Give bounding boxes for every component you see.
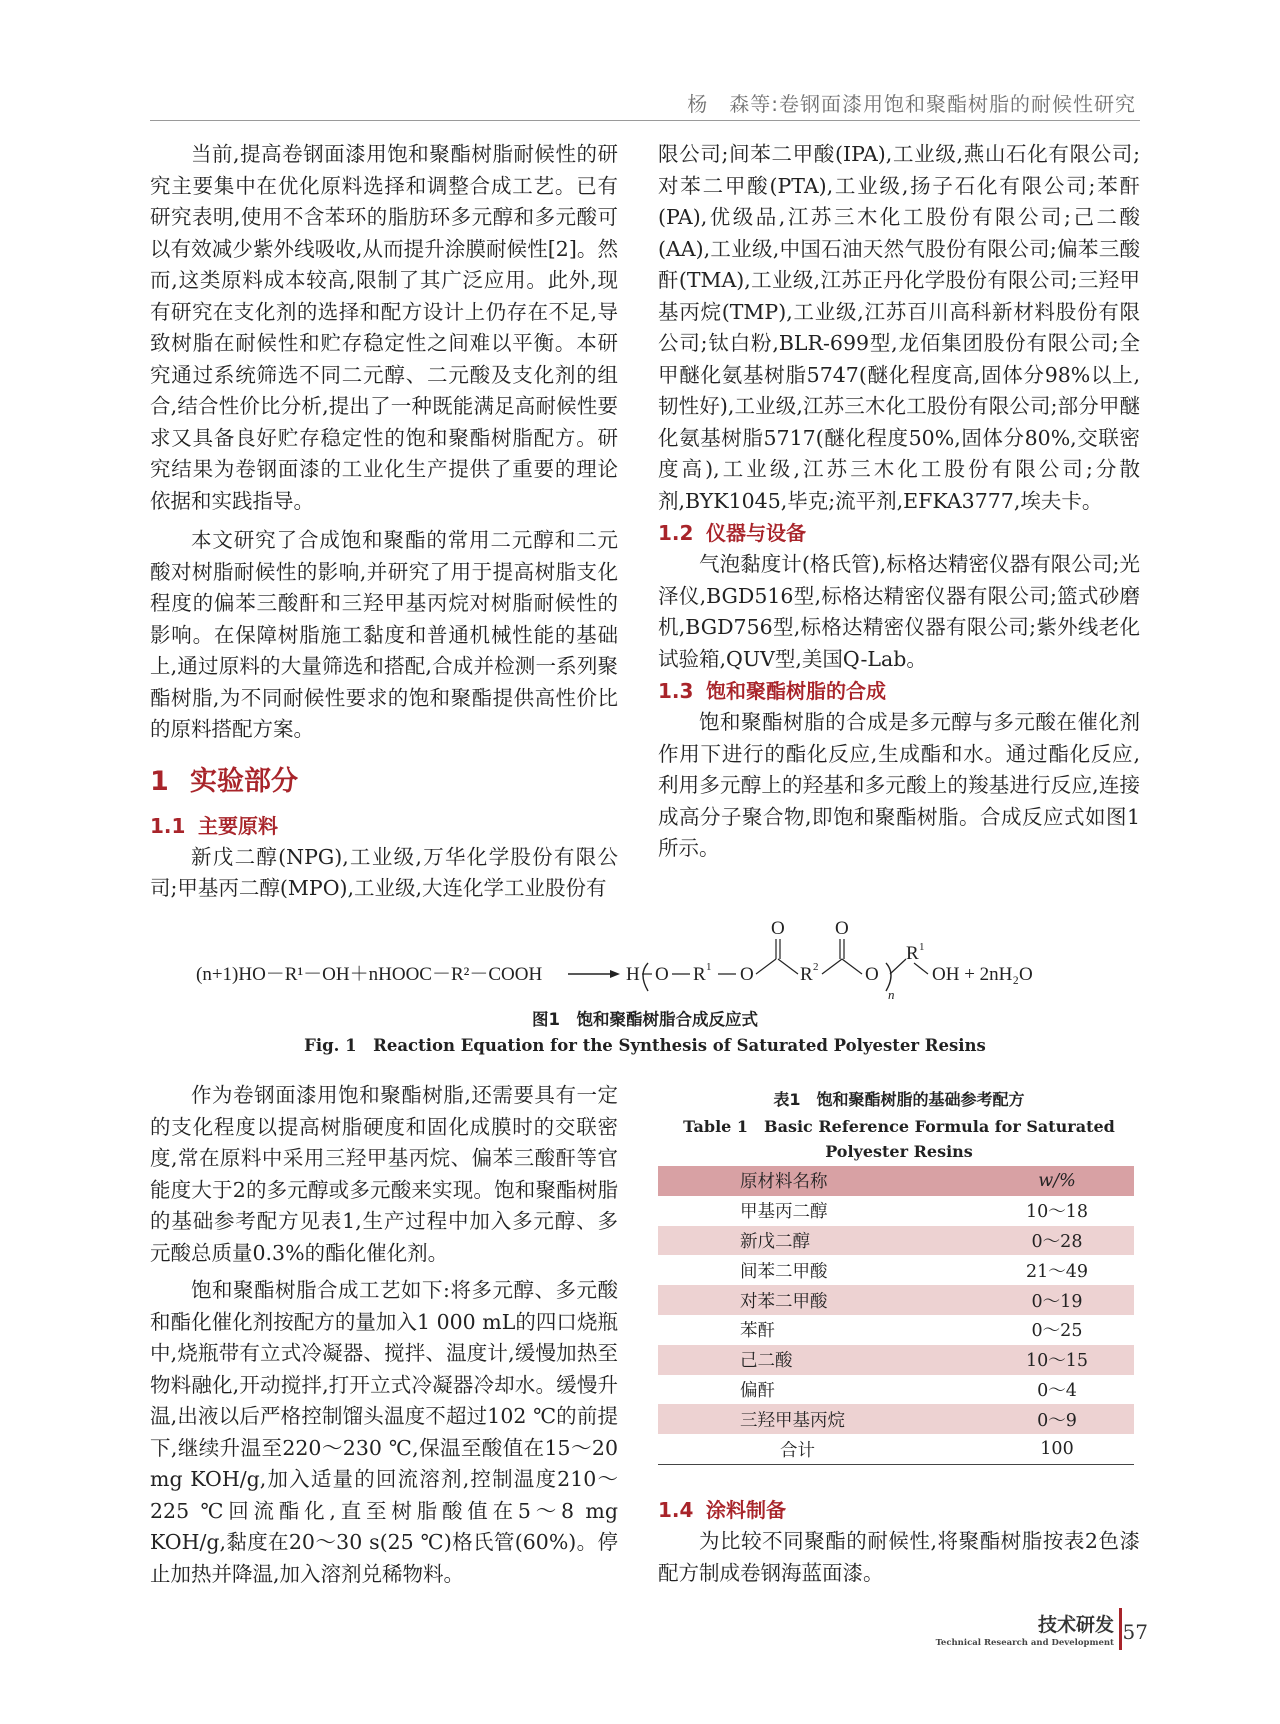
footer-section-zh: 技术研发 bbox=[1037, 1614, 1114, 1636]
paragraph: 作为卷钢面漆用饱和聚酯树脂,还需要具有一定的支化程度以提高树脂硬度和固化成膜时的交联密度,常在原料中采用三羟甲基丙烷、偏苯三酸酐等官能度大于2的多元醇或多元酸来实现。饱和聚酯树脂的基础参考配方见表1,生产过程中加入多元醇、多元酸总质量0.3%的酯化催化剂。 bbox=[150, 1083, 618, 1265]
right-column-bottom bbox=[658, 1494, 1140, 1589]
table-cell: 偏酐 bbox=[740, 1380, 775, 1401]
subsection-title: 仪器与设备 bbox=[706, 521, 806, 545]
equation-reactants: (n+1)HO－R¹－OH＋nHOOC－R²－COOH bbox=[196, 964, 543, 985]
atom-o: O bbox=[740, 964, 754, 985]
right-column-top bbox=[658, 139, 1140, 865]
table-cell: 三羟甲基丙烷 bbox=[658, 1404, 980, 1434]
paragraph: 饱和聚酯树脂的合成是多元醇与多元酸在催化剂作用下进行的酯化反应,生成酯和水。通过酯化反应,利用多元醇上的羟基和多元酸上的羧基进行反应,连接成高分子聚合物,即饱和聚酯树脂。合成反应式如图1所示。 bbox=[658, 710, 1140, 860]
repeat-subscript: n bbox=[888, 987, 895, 1002]
table-header-row bbox=[658, 1166, 1134, 1196]
subsection-number: 1.4 bbox=[658, 1498, 694, 1522]
left-column-top bbox=[150, 139, 618, 905]
running-title: 杨 森等:卷钢面漆用饱和聚酯树脂的耐候性研究 bbox=[687, 92, 1136, 116]
table-row bbox=[658, 1285, 1134, 1315]
equation-products: OH + 2nH₂O bbox=[932, 964, 1033, 985]
table-cell: 0～28 bbox=[980, 1226, 1134, 1256]
section-heading bbox=[150, 754, 618, 810]
table-cell: 0～19 bbox=[980, 1285, 1134, 1315]
page-footer bbox=[935, 1608, 1148, 1668]
table-cell: 0～9 bbox=[980, 1404, 1134, 1434]
paragraph: 限公司;间苯二甲酸(IPA),工业级,燕山石化有限公司;对苯二甲酸(PTA),工业级,扬子石化有限公司;苯酐(PA),优级品,江苏三木化工股份有限公司;己二酸(AA),工业级,中国石油天然气股份有限公司;偏苯三酸酐(TMA),工业级,江苏正丹化学股份有限公司;三羟甲基丙烷(TMP),工业级,江苏百川高科新材料股份有限公司;钛白粉,BLR-699型,龙佰集团股份有限公司;全甲醚化氨基树脂5747(醚化程度高,固体分98%以上,韧性好),工业级,江苏三木化工股份有限公司;部分甲醚化氨基树脂5717(醚化程度50%,固体分80%,交联密度高),工业级,江苏三木化工股份有限公司;分散剂,BYK1045,毕克;流平剂,EFKA3777,埃夫卡。 bbox=[658, 142, 1140, 513]
paragraph: 为比较不同聚酯的耐候性,将聚酯树脂按表2色漆配方制成卷钢海蓝面漆。 bbox=[658, 1529, 1140, 1585]
atom-o: O bbox=[865, 964, 879, 985]
bond bbox=[842, 959, 862, 974]
section-number: 1 bbox=[150, 765, 169, 797]
bond bbox=[778, 959, 798, 974]
end-r1-superscript: 1 bbox=[919, 941, 925, 953]
bond bbox=[890, 959, 906, 974]
table-cell: 21～49 bbox=[1025, 1261, 1089, 1282]
reaction-equation bbox=[150, 915, 1140, 1005]
paragraph: 本文研究了合成饱和聚酯的常用二元醇和二元酸对树脂耐候性的影响,并研究了用于提高树脂支化程度的偏苯三酸酐和三羟甲基丙烷对树脂耐候性的影响。在保障树脂施工黏度和普通机械性能的基础上,通过原料的大量筛选和搭配,合成并检测一系列聚酯树脂,为不同耐候性要求的饱和聚酯提供高性价比的原料搭配方案。 bbox=[150, 528, 618, 741]
subsection-heading bbox=[658, 675, 1140, 707]
r1-superscript: 1 bbox=[706, 961, 712, 973]
table-row bbox=[658, 1255, 1134, 1285]
subsection-heading bbox=[150, 810, 618, 842]
table-caption-en: Table 1 Basic Reference Formula for Saturated Polyester Resins bbox=[683, 1117, 1115, 1161]
left-bracket bbox=[643, 963, 648, 991]
running-header bbox=[150, 84, 1140, 121]
paragraph: 当前,提高卷钢面漆用饱和聚酯树脂耐候性的研究主要集中在优化原料选择和调整合成工艺。已有研究表明,使用不含苯环的脂肪环多元醇和多元酸可以有效减少紫外线吸收,从而提升涂膜耐候性[2]。然而,这类原料成本较高,限制了其广泛应用。此外,现有研究在支化剂的选择和配方设计上仍存在不足,导致树脂在耐候性和贮存稳定性之间难以平衡。本研究通过系统筛选不同二元醇、二元酸及支化剂的组合,结合性价比分析,提出了一种既能满足高耐候性要求又具备良好贮存稳定性的饱和聚酯树脂配方。研究结果为卷钢面漆的工业化生产提供了重要的理论依据和实践指导。 bbox=[150, 142, 618, 513]
bond bbox=[914, 963, 928, 974]
table-cell: 10～18 bbox=[1025, 1202, 1089, 1223]
table-cell: 0～25 bbox=[1031, 1321, 1083, 1342]
r2-superscript: 2 bbox=[813, 961, 819, 973]
table-cell: 己二酸 bbox=[658, 1345, 980, 1375]
table-row bbox=[658, 1196, 1134, 1226]
atom-o: O bbox=[655, 964, 669, 985]
table-cell: 100 bbox=[980, 1434, 1134, 1464]
paragraph: 气泡黏度计(格氏管),标格达精密仪器有限公司;光泽仪,BGD516型,标格达精密仪器有限公司;篮式砂磨机,BGD756型,标格达精密仪器有限公司;紫外线老化试验箱,QUV型,美国Q-Lab。 bbox=[658, 552, 1140, 671]
table-cell: 10～15 bbox=[980, 1345, 1134, 1375]
subsection-number: 1.1 bbox=[150, 813, 186, 838]
table-row bbox=[658, 1345, 1134, 1375]
table-row bbox=[658, 1315, 1134, 1345]
paragraph: 饱和聚酯树脂合成工艺如下:将多元醇、多元酸和酯化催化剂按配方的量加入1 000 mL的四口烧瓶中,烧瓶带有立式冷凝器、搅拌、温度计,缓慢加热至物料融化,开动搅拌,打开立式冷凝器冷却水。缓慢升温,出液以后严格控制馏头温度不超过102 ℃的前提下,继续升温至220～230 ℃,保温至酸值在15～20 mg KOH/g,加入适量的回流溶剂,控制温度210～225 ℃回流酯化,直至树脂酸值在5～8 mg KOH/g,黏度在20～30 s(25 ℃)格氏管(60%)。停止加热并降温,加入溶剂兑稀物料。 bbox=[150, 1278, 618, 1586]
figure-caption-zh: 图1 饱和聚酯树脂合成反应式 bbox=[532, 1010, 758, 1029]
subsection-title: 涂料制备 bbox=[706, 1498, 786, 1522]
table-cell: 新戊二醇 bbox=[658, 1226, 980, 1256]
subsection-heading bbox=[658, 1494, 1140, 1526]
page-number: 57 bbox=[1122, 1620, 1148, 1644]
table-cell: 对苯二甲酸 bbox=[658, 1285, 980, 1315]
header-cell: 原材料名称 bbox=[658, 1166, 980, 1196]
bond bbox=[756, 959, 776, 974]
atom-r1: R bbox=[693, 964, 706, 985]
table-cell: 苯酐 bbox=[740, 1321, 775, 1342]
table-cell: 甲基丙二醇 bbox=[740, 1202, 828, 1223]
subsection-title: 饱和聚酯树脂的合成 bbox=[706, 679, 886, 703]
subsection-number: 1.3 bbox=[658, 679, 694, 703]
paragraph: 新戊二醇(NPG),工业级,万华化学股份有限公司;甲基丙二醇(MPO),工业级,大连化学工业股份有 bbox=[150, 844, 618, 900]
table-cell: 0～4 bbox=[1037, 1380, 1077, 1401]
figure-caption-en: Fig. 1 Reaction Equation for the Synthesis of Saturated Polyester Resins bbox=[304, 1036, 986, 1055]
footer-divider bbox=[1119, 1608, 1122, 1650]
table-row bbox=[658, 1404, 1134, 1434]
formula-table bbox=[658, 1166, 1134, 1465]
atom-r2: R bbox=[800, 964, 813, 985]
subsection-title: 主要原料 bbox=[198, 813, 278, 838]
header-cell: w/% bbox=[980, 1166, 1134, 1196]
carbonyl-o: O bbox=[771, 918, 785, 939]
table-row bbox=[658, 1375, 1134, 1405]
carbonyl-o: O bbox=[835, 918, 849, 939]
table-row bbox=[658, 1226, 1134, 1256]
footer-section-en: Technical Research and Development bbox=[935, 1638, 1114, 1648]
table-cell: 间苯二甲酸 bbox=[740, 1261, 828, 1282]
equation-h: H bbox=[626, 964, 640, 985]
subsection-heading bbox=[658, 517, 1140, 549]
table-total-row bbox=[658, 1434, 1134, 1464]
table-caption-zh: 表1 饱和聚酯树脂的基础参考配方 bbox=[773, 1090, 1025, 1109]
end-r1: R bbox=[906, 943, 919, 964]
bond bbox=[822, 959, 842, 974]
section-title: 实验部分 bbox=[190, 765, 298, 797]
table-cell: 合计 bbox=[658, 1434, 980, 1464]
subsection-number: 1.2 bbox=[658, 521, 694, 545]
arrow-head bbox=[610, 970, 620, 978]
left-column-bottom bbox=[150, 1080, 618, 1590]
